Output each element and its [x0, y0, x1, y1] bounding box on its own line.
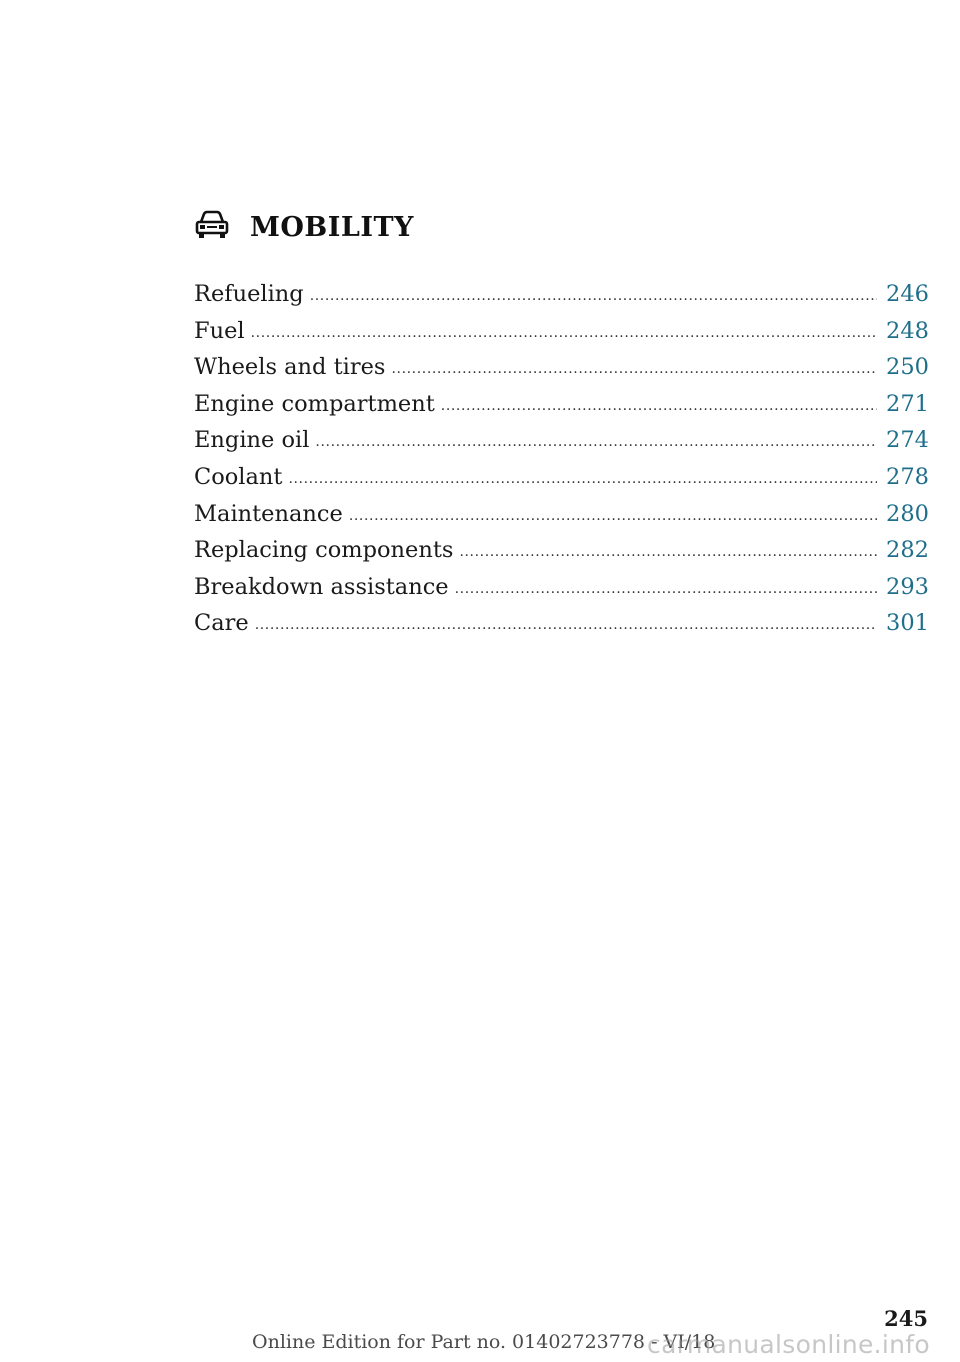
car-icon	[194, 210, 230, 240]
section-title: MOBILITY	[250, 212, 414, 243]
dot-leader	[459, 534, 877, 571]
toc-page-link[interactable]: 250	[886, 354, 929, 381]
toc-entry-fuel[interactable]	[194, 313, 929, 350]
dot-leader	[315, 424, 877, 461]
watermark: carmanualsonline.info	[647, 1330, 930, 1359]
section-header	[194, 208, 414, 241]
toc-entry-label: Fuel	[194, 317, 245, 344]
toc-entry-label: Replacing components	[194, 537, 454, 564]
toc-entry-label: Refueling	[194, 281, 304, 307]
toc-page-link[interactable]: 248	[886, 317, 929, 344]
toc-page-link[interactable]: 246	[886, 281, 929, 307]
toc-entry-engine-oil[interactable]	[194, 422, 929, 459]
toc-entry-label: Wheels and tires	[194, 354, 386, 381]
dot-leader	[310, 278, 877, 315]
dot-leader	[251, 315, 877, 352]
dot-leader	[455, 571, 877, 608]
toc-entry-engine-compartment[interactable]	[194, 386, 929, 423]
edition-footer: Online Edition for Part no. 01402723778 - VI/18	[252, 1331, 716, 1353]
toc-entry-maintenance[interactable]	[194, 496, 929, 533]
toc-entry-label: Breakdown assistance	[194, 573, 449, 600]
toc-entry-label: Maintenance	[194, 500, 343, 527]
page-number: 245	[884, 1306, 928, 1331]
dot-leader	[255, 607, 877, 644]
dot-leader	[441, 388, 877, 425]
toc-entry-replacing-components[interactable]	[194, 532, 929, 569]
toc-page-link[interactable]: 271	[886, 390, 929, 417]
dot-leader	[288, 461, 877, 498]
toc-entry-wheels-and-tires[interactable]	[194, 349, 929, 386]
toc-entry-label: Engine oil	[194, 427, 310, 454]
toc-page-link[interactable]: 293	[886, 573, 929, 600]
toc-page-link[interactable]: 278	[886, 463, 929, 490]
toc-entry-coolant[interactable]	[194, 459, 929, 496]
dot-leader	[391, 351, 877, 388]
toc-entry-care[interactable]	[194, 605, 929, 642]
table-of-contents	[194, 276, 929, 642]
toc-page-link[interactable]: 282	[886, 537, 929, 564]
toc-page-link[interactable]: 301	[886, 610, 929, 637]
toc-page-link[interactable]: 280	[886, 500, 929, 527]
toc-page-link[interactable]: 274	[886, 427, 929, 454]
toc-entry-label: Coolant	[194, 463, 283, 490]
toc-entry-breakdown-assistance[interactable]	[194, 569, 929, 606]
toc-entry-refueling[interactable]	[194, 276, 929, 313]
dot-leader	[349, 498, 877, 535]
toc-entry-label: Care	[194, 610, 249, 637]
toc-entry-label: Engine compartment	[194, 390, 435, 417]
